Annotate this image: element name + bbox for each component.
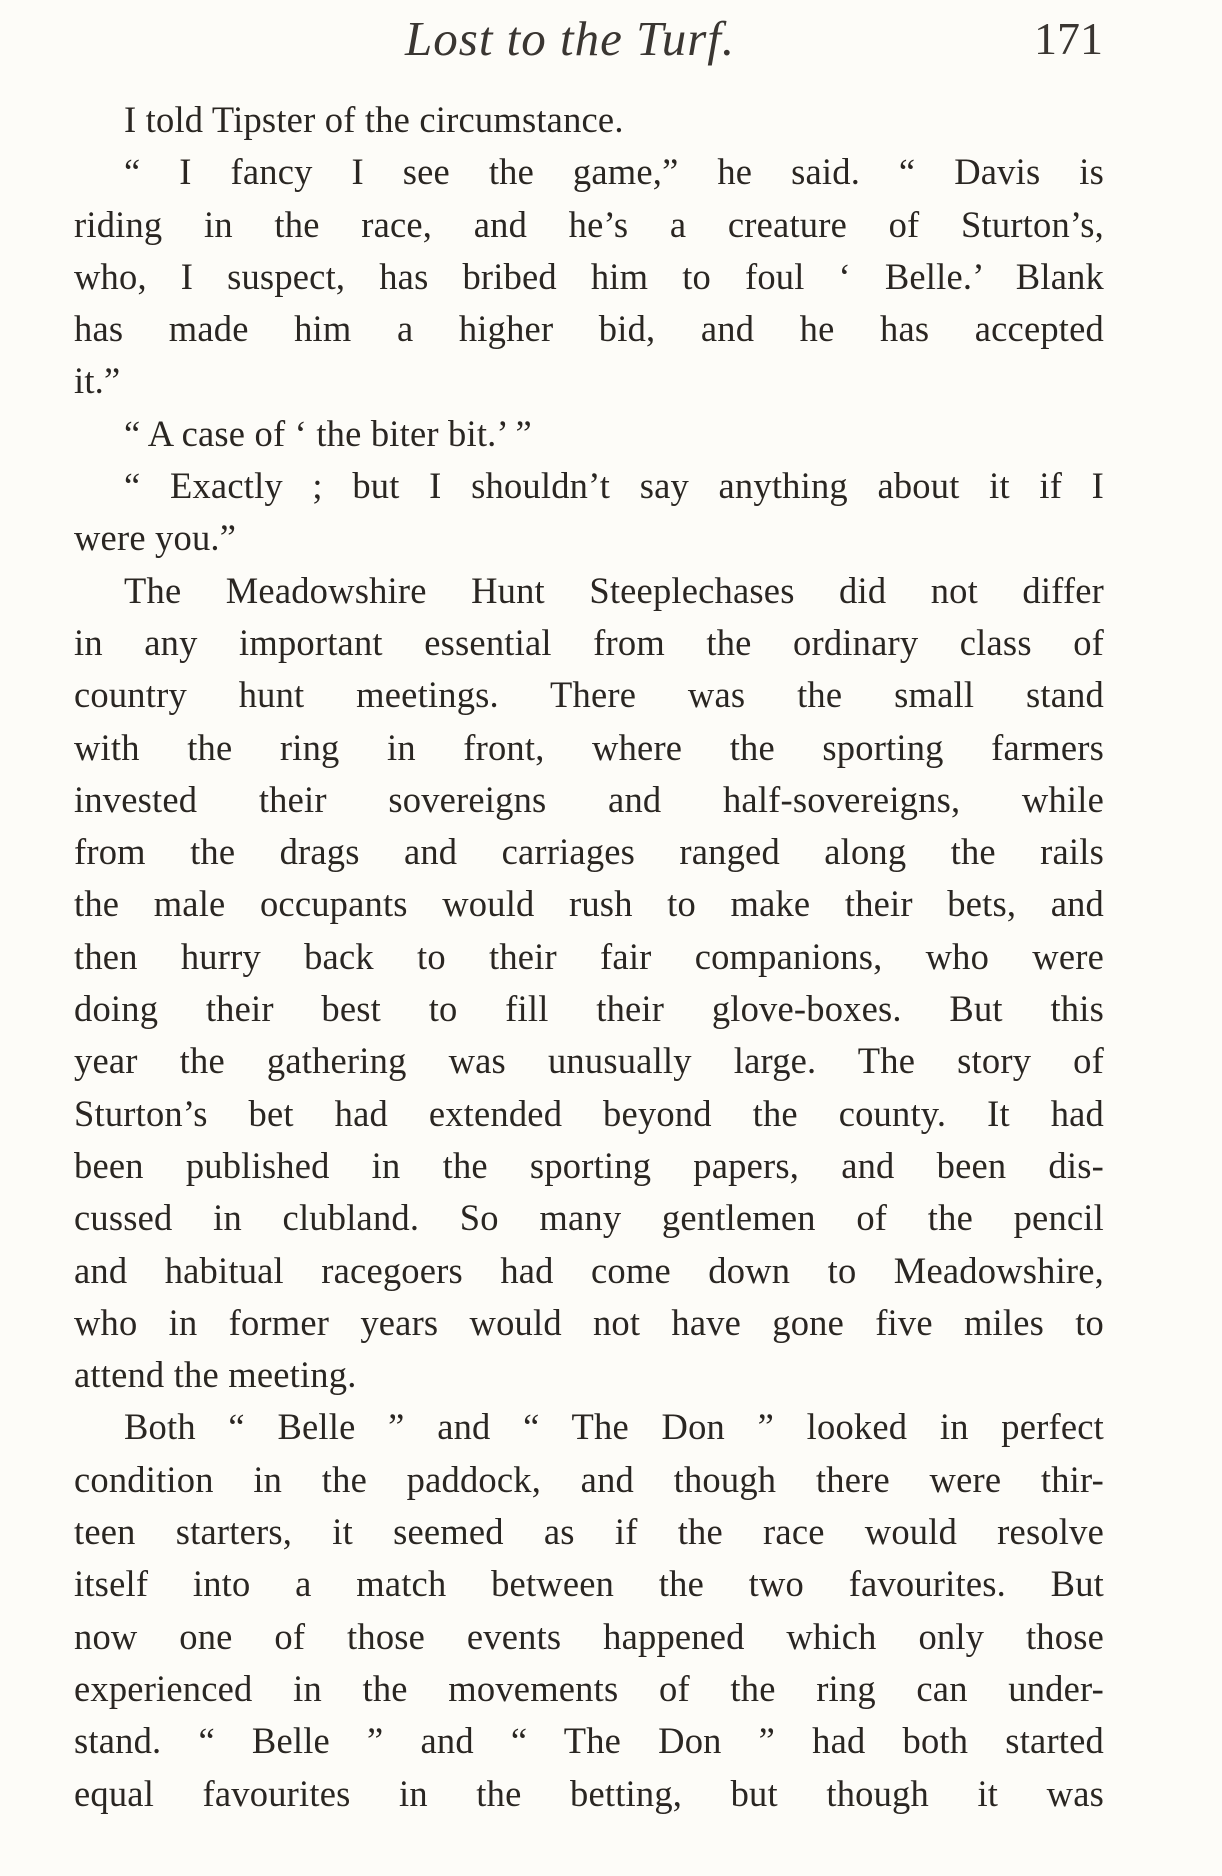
- text-line: experienced in the movements of the ring can under-: [74, 1667, 1104, 1709]
- text-line: riding in the race, and he’s a creature of Sturton’s,: [74, 203, 1104, 245]
- text-line: Sturton’s bet had extended beyond the county. It had: [74, 1092, 1104, 1134]
- text-line: stand. “ Belle ” and “ The Don ” had both started: [74, 1720, 1104, 1762]
- text-line: itself into a match between the two favourites. But: [74, 1563, 1104, 1605]
- text-line: equal favourites in the betting, but though it was: [74, 1772, 1104, 1814]
- text-line: has made him a higher bid, and he has accepted: [74, 308, 1104, 350]
- running-title: Lost to the Turf.: [405, 11, 736, 66]
- page-header: [0, 6, 1222, 66]
- text-line: the male occupants would rush to make their bets, and: [74, 883, 1104, 925]
- text-line: I told Tipster of the circumstance.: [124, 99, 624, 140]
- page-number: 171: [1034, 13, 1103, 64]
- text-line: attend the meeting.: [74, 1354, 357, 1396]
- text-line: “ A case of ‘ the biter bit.’ ”: [124, 412, 532, 454]
- text-line: condition in the paddock, and though there were thir-: [74, 1458, 1104, 1500]
- body-text: [74, 94, 1104, 1820]
- text-line: year the gathering was unusually large. The story of: [74, 1040, 1104, 1082]
- text-line: “ Exactly ; but I shouldn’t say anything about it if I: [124, 465, 1104, 507]
- text-line: were you.”: [74, 517, 237, 559]
- text-line: country hunt meetings. There was the small stand: [74, 674, 1104, 716]
- text-line: The Meadowshire Hunt Steeplechases did not differ: [124, 569, 1104, 611]
- text-line: Both “ Belle ” and “ The Don ” looked in perfect: [124, 1406, 1104, 1448]
- text-line: “ I fancy I see the game,” he said. “ Davis is: [124, 151, 1104, 193]
- text-line: doing their best to fill their glove-boxes. But this: [74, 988, 1104, 1030]
- text-line: been published in the sporting papers, and been dis-: [74, 1144, 1104, 1186]
- text-line: who, I suspect, has bribed him to foul ‘ Belle.’ Blank: [74, 255, 1104, 297]
- text-line: teen starters, it seemed as if the race would resolve: [74, 1511, 1104, 1553]
- text-line: from the drags and carriages ranged along the rails: [74, 831, 1104, 873]
- text-line: who in former years would not have gone five miles to: [74, 1301, 1104, 1343]
- text-line: now one of those events happened which only those: [74, 1615, 1104, 1657]
- text-line: cussed in clubland. So many gentlemen of the pencil: [74, 1197, 1104, 1239]
- text-line: then hurry back to their fair companions, who were: [74, 935, 1104, 977]
- text-line: invested their sovereigns and half-sovereigns, while: [74, 778, 1104, 820]
- text-line: in any important essential from the ordinary class of: [74, 621, 1104, 663]
- text-line: with the ring in front, where the sporting farmers: [74, 726, 1104, 768]
- text-line: and habitual racegoers had come down to Meadowshire,: [74, 1249, 1104, 1291]
- text-line: it.”: [74, 360, 121, 402]
